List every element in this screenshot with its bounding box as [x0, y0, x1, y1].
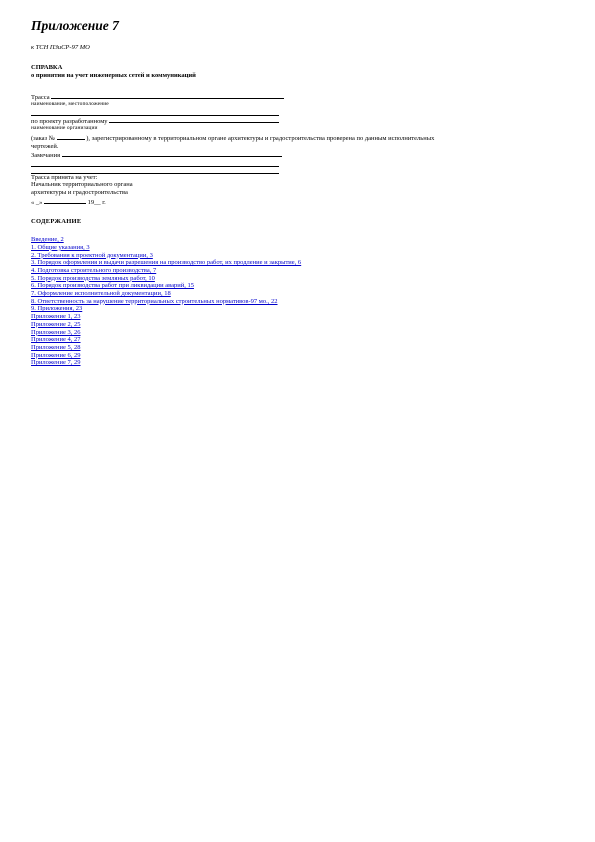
- blank-line-2: [31, 160, 279, 167]
- date-suffix: 19__ г.: [87, 198, 106, 206]
- zakaz-line: [31, 133, 571, 143]
- blank-line-1: [31, 109, 279, 116]
- toc-title: СОДЕРЖАНИЕ: [31, 218, 82, 226]
- date-prefix: « _»: [31, 198, 44, 206]
- naim-label: наименование, местоположение: [31, 101, 109, 108]
- zamechaniya-line: [31, 150, 571, 160]
- trassa-line: [31, 92, 571, 102]
- toc-link-9[interactable]: 9. Приложения, 23: [31, 305, 83, 313]
- date-line: [31, 197, 571, 207]
- certificate-subheading: о принятии на учет инженерных сетей и коммуникаций: [31, 72, 196, 79]
- document-page: [31, 18, 571, 367]
- toc-link-1[interactable]: 1. Общие указания, 3: [31, 243, 90, 251]
- toc-link-5[interactable]: 5. Порядок производства земляных работ, 10: [31, 274, 155, 282]
- toc-link-intro[interactable]: Введение, 2: [31, 236, 64, 244]
- project-blank: [109, 116, 279, 123]
- zamechaniya-label: Замечания: [31, 152, 61, 160]
- trassa-blank: [51, 92, 284, 99]
- accepted-label: Трасса принята на учет:: [31, 173, 98, 181]
- project-label: по проекту разработанному: [31, 117, 108, 125]
- project-line: [31, 116, 571, 126]
- toc-link-appendix-2[interactable]: Приложение 2, 25: [31, 320, 81, 328]
- chief-line-2: архитектуры и градостроительства: [31, 188, 128, 196]
- org-label: наименование организации: [31, 125, 98, 132]
- zakaz-prefix: (заказ №: [31, 134, 55, 142]
- form-block: [31, 92, 571, 207]
- toc-link-2[interactable]: 2. Требования к проектной документации, 3: [31, 251, 153, 259]
- toc-link-7[interactable]: 7. Оформление исполнительной документации, 18: [31, 290, 171, 298]
- zamechaniya-blank: [62, 150, 282, 157]
- certificate-heading: СПРАВКА: [31, 64, 63, 71]
- zakaz-blank: [57, 133, 85, 140]
- date-blank: [44, 197, 86, 204]
- zakaz-line-2: чертежей.: [31, 142, 59, 150]
- trassa-label: Трасса: [31, 93, 50, 101]
- toc-link-8[interactable]: 8. Ответственность за нарушение территориальных строительных нормативов-97 мо., 22: [31, 297, 278, 305]
- table-of-contents: [31, 236, 571, 367]
- toc-link-appendix-6[interactable]: Приложение 6, 29: [31, 351, 81, 359]
- toc-link-appendix-5[interactable]: Приложение 5, 28: [31, 343, 81, 351]
- toc-link-appendix-4[interactable]: Приложение 4, 27: [31, 336, 81, 344]
- appendix-subtitle: к ТСН ПЗиСР-97 МО: [31, 44, 90, 51]
- toc-link-appendix-7[interactable]: Приложение 7, 29: [31, 359, 81, 367]
- toc-link-appendix-1[interactable]: Приложение 1, 23: [31, 313, 81, 321]
- toc-link-6[interactable]: 6. Порядок производства работ при ликвидации аварий, 15: [31, 282, 194, 290]
- toc-link-3[interactable]: 3. Порядок оформления и выдачи разрешения на производство работ, их продление и закрытие, 6: [31, 259, 302, 267]
- zakaz-suffix: ), зарегистрированному в территориальном органе архитектуры и градостроительства проверена по данным исполнительных: [86, 134, 435, 142]
- chief-line-1: Начальник территориального органа: [31, 181, 133, 189]
- toc-link-4[interactable]: 4. Подготовка строительного производства, 7: [31, 266, 157, 274]
- appendix-title: Приложение 7: [31, 18, 119, 33]
- toc-link-appendix-3[interactable]: Приложение 3, 26: [31, 328, 81, 336]
- blank-line-3: [31, 167, 279, 174]
